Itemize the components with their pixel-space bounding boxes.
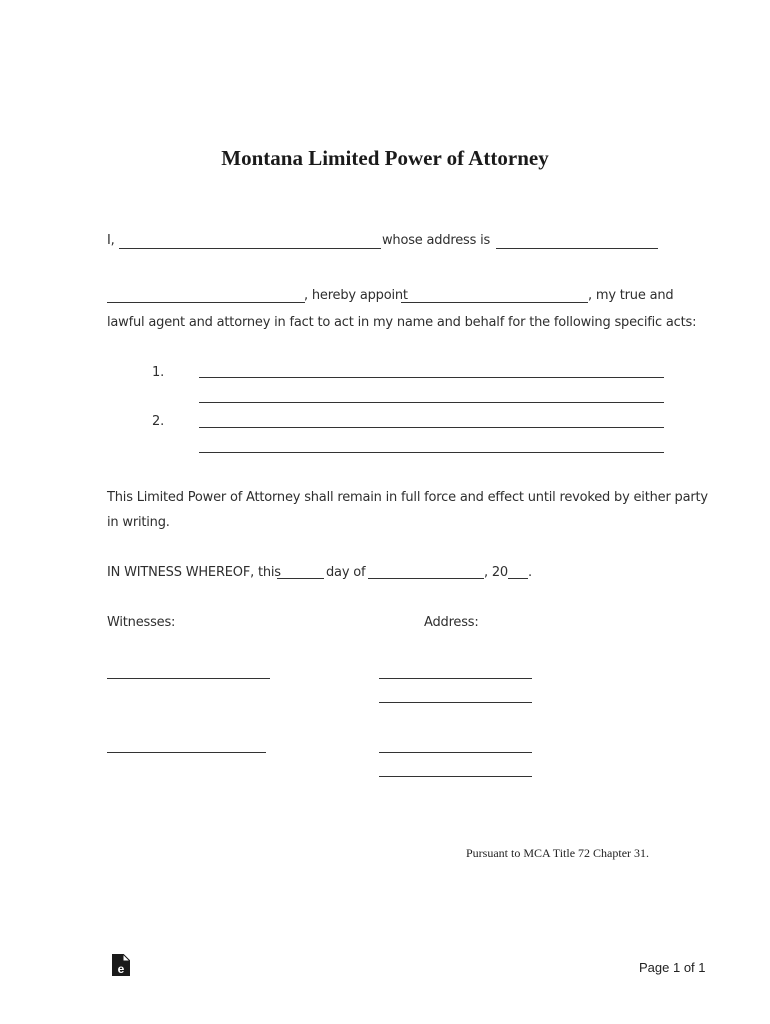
grantor-address-field[interactable] bbox=[496, 248, 658, 249]
duration-clause-line-1: This Limited Power of Attorney shall remain in full force and effect until revoked by either party bbox=[107, 490, 708, 505]
act-number-1: 1. bbox=[152, 365, 165, 380]
my-true-and-text: , my true and bbox=[588, 288, 674, 303]
authority-statement: lawful agent and attorney in fact to act in my name and behalf for the following specific acts: bbox=[107, 315, 697, 330]
witness-1-address-line-1[interactable] bbox=[379, 678, 532, 679]
page-indicator: Page 1 of 1 bbox=[639, 960, 706, 975]
act-2-line-2[interactable] bbox=[199, 452, 664, 453]
month-field[interactable] bbox=[368, 578, 484, 579]
act-2-line-1[interactable] bbox=[199, 427, 664, 428]
witness-2-address-line-1[interactable] bbox=[379, 752, 532, 753]
agent-name-field[interactable] bbox=[401, 302, 588, 303]
witness-period: . bbox=[528, 565, 532, 580]
year-prefix-text: , 20 bbox=[484, 565, 509, 580]
duration-clause-line-2: in writing. bbox=[107, 515, 170, 530]
day-field[interactable] bbox=[277, 578, 324, 579]
eforms-logo-icon bbox=[110, 954, 130, 976]
document-title: Montana Limited Power of Attorney bbox=[221, 146, 549, 170]
act-number-2: 2. bbox=[152, 414, 165, 429]
witness-2-address-line-2[interactable] bbox=[379, 776, 532, 777]
grantor-address-continued-field[interactable] bbox=[107, 302, 305, 303]
grantor-prefix: I, bbox=[107, 233, 115, 248]
year-field[interactable] bbox=[508, 578, 528, 579]
act-1-line-1[interactable] bbox=[199, 377, 664, 378]
witness-2-signature-field[interactable] bbox=[107, 752, 266, 753]
svg-text:e: e bbox=[117, 962, 125, 976]
address-label: Address: bbox=[424, 615, 479, 630]
statute-reference: Pursuant to MCA Title 72 Chapter 31. bbox=[466, 846, 650, 860]
grantor-name-field[interactable] bbox=[119, 248, 381, 249]
witness-1-address-line-2[interactable] bbox=[379, 702, 532, 703]
hereby-appoint-text: , hereby appoint bbox=[304, 288, 408, 303]
address-label-inline: whose address is bbox=[382, 233, 491, 248]
act-1-line-2[interactable] bbox=[199, 402, 664, 403]
day-of-text: day of bbox=[326, 565, 366, 580]
witness-whereof-prefix: IN WITNESS WHEREOF, this bbox=[107, 565, 281, 580]
witnesses-label: Witnesses: bbox=[107, 615, 176, 630]
witness-1-signature-field[interactable] bbox=[107, 678, 270, 679]
